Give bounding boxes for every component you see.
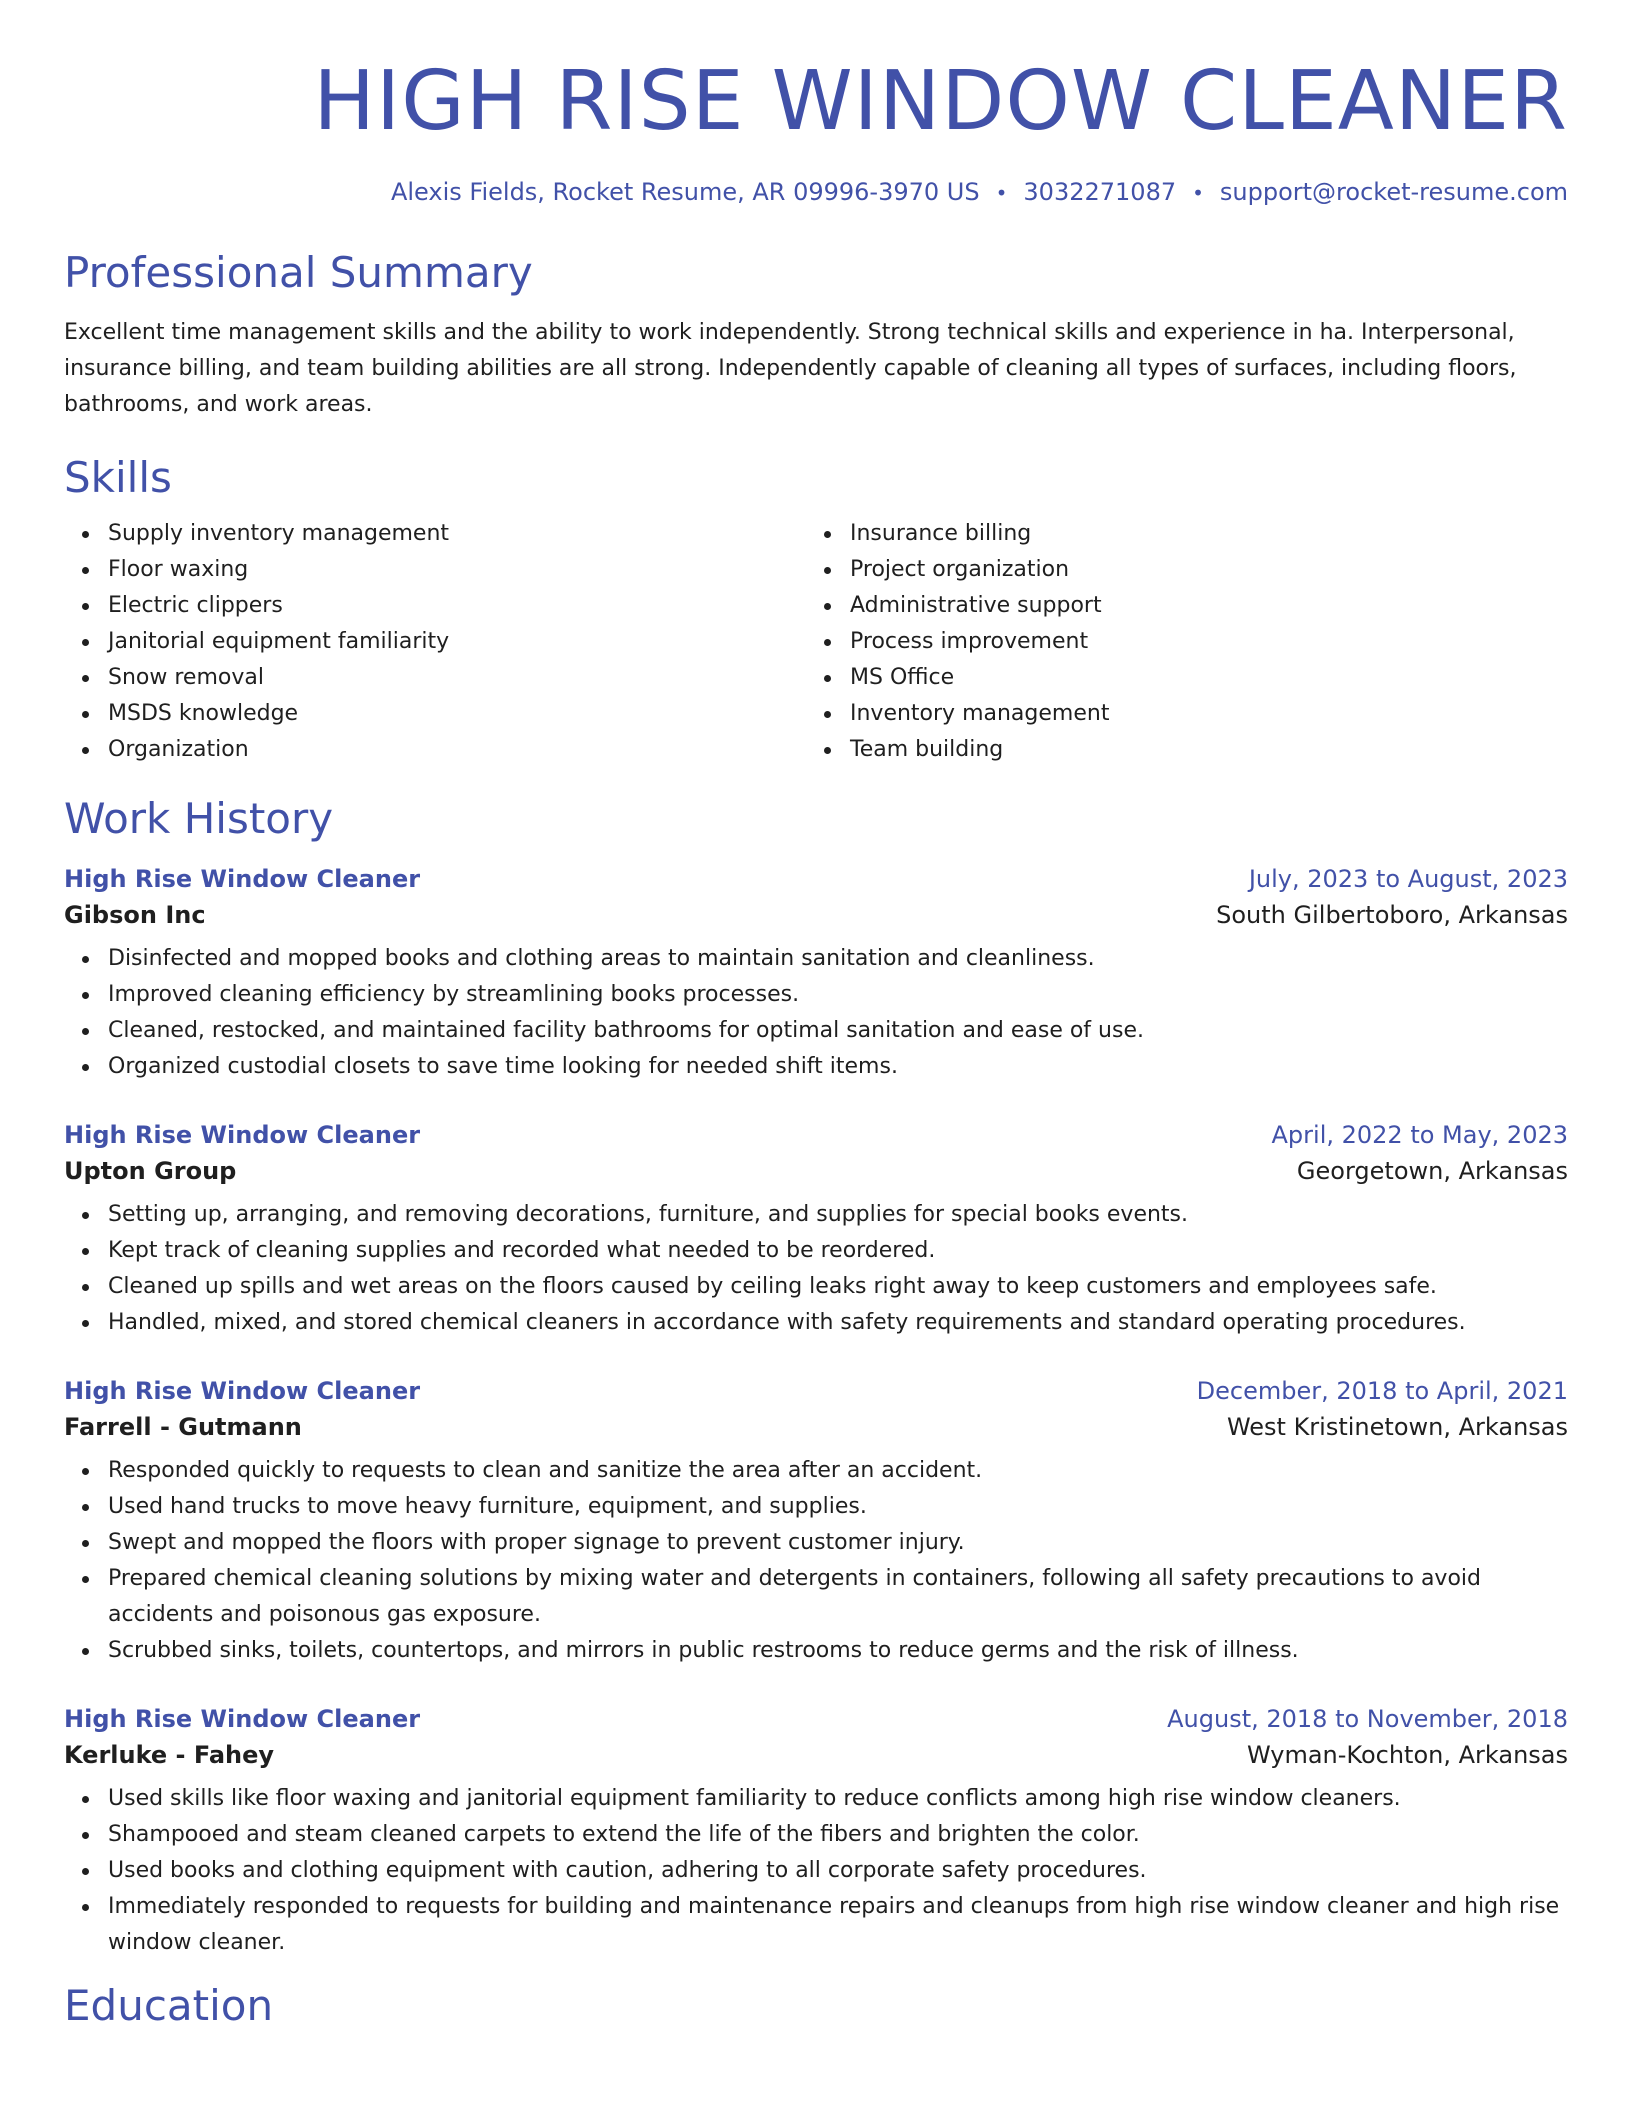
skill-item: Process improvement xyxy=(850,624,1548,660)
job-bullet: Kept track of cleaning supplies and recorded what needed to be reordered. xyxy=(108,1233,1568,1269)
resume-title: HIGH RISE WINDOW CLEANER xyxy=(313,54,1568,149)
skill-item: Electric clippers xyxy=(108,588,806,624)
job-bullet: Shampooed and steam cleaned carpets to extend the life of the fibers and brighten the color. xyxy=(108,1817,1568,1853)
job-bullet: Immediately responded to requests for building and maintenance repairs and cleanups from high rise window cleaner and high rise window cleaner. xyxy=(108,1889,1568,1961)
summary-heading: Professional Summary xyxy=(64,248,533,297)
skill-item: Inventory management xyxy=(850,696,1548,732)
job-bullets xyxy=(64,1781,1568,1961)
job-dates: August, 2018 to November, 2018 xyxy=(1167,1705,1568,1733)
skills-list xyxy=(64,516,1568,768)
contact-separator: • xyxy=(1192,181,1204,205)
skill-item: Insurance billing xyxy=(850,516,1548,552)
job-bullet: Cleaned up spills and wet areas on the floors caused by ceiling leaks right away to keep customers and employees safe. xyxy=(108,1269,1568,1305)
job-dates: April, 2022 to May, 2023 xyxy=(1271,1121,1568,1149)
job-bullet: Swept and mopped the floors with proper signage to prevent customer injury. xyxy=(108,1525,1568,1561)
skills-column-right xyxy=(806,516,1548,768)
skills-column-left xyxy=(64,516,806,768)
job-subheader xyxy=(64,901,1568,929)
contact-address: Alexis Fields, Rocket Resume, AR 09996-3970 US xyxy=(390,178,980,206)
job-title: High Rise Window Cleaner xyxy=(64,1705,421,1733)
job-location: West Kristinetown, Arkansas xyxy=(1226,1413,1568,1441)
job-header xyxy=(64,1121,1568,1149)
education-heading: Education xyxy=(64,1981,274,2030)
contact-email: support@rocket-resume.com xyxy=(1219,178,1568,206)
skill-item: Snow removal xyxy=(108,660,806,696)
skill-item: Janitorial equipment familiarity xyxy=(108,624,806,660)
job-bullets xyxy=(64,1197,1568,1341)
skill-item: Supply inventory management xyxy=(108,516,806,552)
job-company: Farrell - Gutmann xyxy=(64,1413,302,1441)
summary-text: Excellent time management skills and the ability to work independently. Strong technical skills and experience in ha. Interpersonal, insurance billing, and team building abilities are all strong. Independently capable of cleaning all types of surfaces, including floors, bathrooms, and work areas. xyxy=(64,320,1517,417)
job-location: South Gilbertoboro, Arkansas xyxy=(1216,901,1568,929)
job-bullet: Responded quickly to requests to clean and sanitize the area after an accident. xyxy=(108,1453,1568,1489)
job-entry xyxy=(64,1121,1568,1341)
skill-item: Organization xyxy=(108,732,806,768)
job-subheader xyxy=(64,1157,1568,1185)
contact-separator: • xyxy=(995,181,1008,205)
job-bullet: Prepared chemical cleaning solutions by mixing water and detergents in containers, following all safety precautions to avoid accidents and poisonous gas exposure. xyxy=(108,1561,1568,1633)
job-title: High Rise Window Cleaner xyxy=(64,1121,421,1149)
skill-item: Project organization xyxy=(850,552,1548,588)
job-entry xyxy=(64,1705,1568,1961)
skill-item: Floor waxing xyxy=(108,552,806,588)
job-bullet: Scrubbed sinks, toilets, countertops, and mirrors in public restrooms to reduce germs and the risk of illness. xyxy=(108,1633,1568,1669)
job-company: Upton Group xyxy=(64,1157,237,1185)
skill-item: MS Office xyxy=(850,660,1548,696)
skill-item: MSDS knowledge xyxy=(108,696,806,732)
job-entry xyxy=(64,1377,1568,1669)
job-entry xyxy=(64,865,1568,1085)
job-location: Wyman-Kochton, Arkansas xyxy=(1246,1741,1568,1769)
skill-item: Team building xyxy=(850,732,1548,768)
job-bullets xyxy=(64,941,1568,1085)
job-subheader xyxy=(64,1413,1568,1441)
job-bullet: Handled, mixed, and stored chemical cleaners in accordance with safety requirements and standard operating procedures. xyxy=(108,1305,1568,1341)
job-bullet: Used hand trucks to move heavy furniture, equipment, and supplies. xyxy=(108,1489,1568,1525)
job-company: Gibson Inc xyxy=(64,901,206,929)
job-subheader xyxy=(64,1741,1568,1769)
job-dates: July, 2023 to August, 2023 xyxy=(1248,865,1568,893)
job-header xyxy=(64,1705,1568,1733)
job-bullets xyxy=(64,1453,1568,1669)
job-bullet: Organized custodial closets to save time looking for needed shift items. xyxy=(108,1049,1568,1085)
resume-page xyxy=(64,0,1568,2030)
job-location: Georgetown, Arkansas xyxy=(1296,1157,1568,1185)
job-header xyxy=(64,865,1568,893)
job-bullet: Improved cleaning efficiency by streamlining books processes. xyxy=(108,977,1568,1013)
work-history-heading: Work History xyxy=(64,794,334,843)
contact-phone: 3032271087 xyxy=(1023,178,1177,206)
job-bullet: Used skills like floor waxing and janitorial equipment familiarity to reduce conflicts among high rise window cleaners. xyxy=(108,1781,1568,1817)
skill-item: Administrative support xyxy=(850,588,1548,624)
job-company: Kerluke - Fahey xyxy=(64,1741,275,1769)
job-title: High Rise Window Cleaner xyxy=(64,1377,421,1405)
contact-line xyxy=(64,178,1568,206)
job-title: High Rise Window Cleaner xyxy=(64,865,421,893)
job-bullet: Disinfected and mopped books and clothing areas to maintain sanitation and cleanliness. xyxy=(108,941,1568,977)
job-bullet: Used books and clothing equipment with caution, adhering to all corporate safety procedures. xyxy=(108,1853,1568,1889)
job-bullet: Setting up, arranging, and removing decorations, furniture, and supplies for special books events. xyxy=(108,1197,1568,1233)
job-header xyxy=(64,1377,1568,1405)
job-dates: December, 2018 to April, 2021 xyxy=(1196,1377,1568,1405)
skills-heading: Skills xyxy=(64,453,172,502)
job-bullet: Cleaned, restocked, and maintained facility bathrooms for optimal sanitation and ease of use. xyxy=(108,1013,1568,1049)
